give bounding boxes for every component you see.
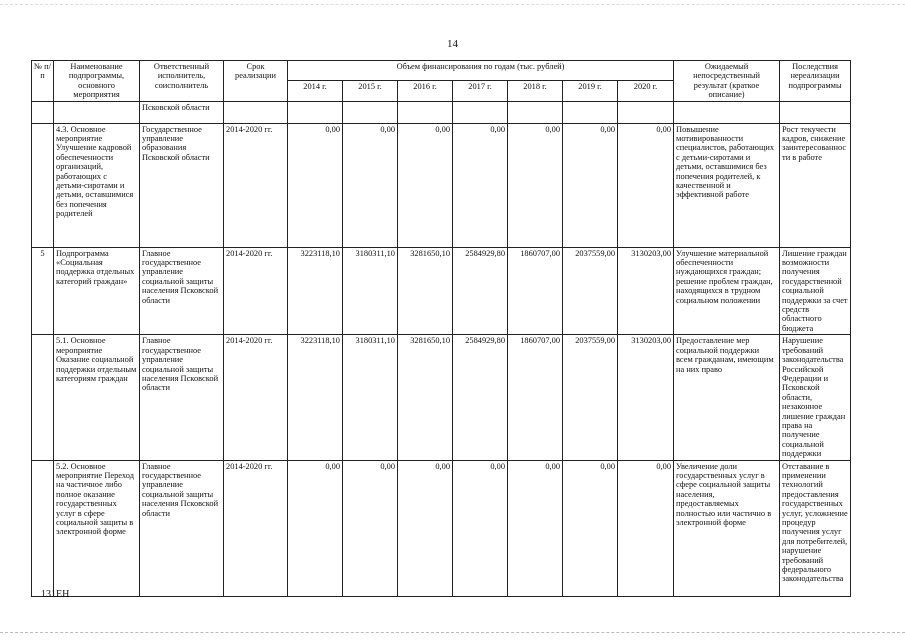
row-value: 0,00: [453, 123, 508, 247]
program-table: [31, 60, 851, 597]
row-result: Предоставление мер социальной поддержки всем гражданам, имеющим на них право: [674, 335, 780, 460]
cell: [398, 101, 453, 123]
row-term: 2014-2020 гг.: [224, 460, 288, 596]
header-year: 2019 г.: [563, 81, 618, 101]
scan-edge-top: [0, 4, 905, 5]
row-name: 5.2. Основное мероприятие Переход на частичное либо полное оказание государственных услуг в сфере социальной защиты в электронной форме: [54, 460, 140, 596]
row-consequences: Отставание в применении технологий предоставления государственных услуг, усложнение процедур получения услуг для потребителей, нарушение требований федерального законодательства: [780, 460, 851, 596]
row-consequences: Лишение граждан возможности получения государственной социальной поддержки за счет средств областного бюджета: [780, 247, 851, 335]
row-value: 0,00: [288, 123, 343, 247]
header-term: Срок реализации: [224, 61, 288, 102]
row-value: 0,00: [563, 123, 618, 247]
row-executor: Главное государственное управление социальной защиты населения Псковской области: [140, 335, 224, 460]
cell: [674, 101, 780, 123]
row-value: 3281650,10: [398, 247, 453, 335]
header-year: 2014 г.: [288, 81, 343, 101]
row-value: 0,00: [453, 460, 508, 596]
header-year: 2015 г.: [343, 81, 398, 101]
cell: [780, 101, 851, 123]
row-value: 1860707,00: [508, 335, 563, 460]
row-executor: Главное государственное управление социальной защиты населения Псковской области: [140, 460, 224, 596]
row-num: [32, 460, 54, 596]
table-row: [32, 460, 851, 596]
row-name: 4.3. Основное мероприятие Улучшение кадровой обеспеченности организаций, работающих с детьми-сиротами и детьми, оставшимися без попечения родителей: [54, 123, 140, 247]
row-value: 0,00: [343, 123, 398, 247]
row-value: 3281650,10: [398, 335, 453, 460]
row-term: 2014-2020 гг.: [224, 123, 288, 247]
cell: [224, 101, 288, 123]
cell: [508, 101, 563, 123]
header-row: [32, 61, 851, 81]
row-num: [32, 335, 54, 460]
row-name: 5.1. Основное мероприятие Оказание социальной поддержки отдельным категориям граждан: [54, 335, 140, 460]
row-value: 0,00: [343, 460, 398, 596]
header-year: 2020 г.: [618, 81, 674, 101]
header-year: 2016 г.: [398, 81, 453, 101]
row-value: 0,00: [398, 123, 453, 247]
header-consequences: Последствия нереализации подпрограммы: [780, 61, 851, 102]
row-value: 0,00: [563, 460, 618, 596]
scan-edge-bottom: [0, 632, 905, 633]
row-consequences: Рост текучести кадров, снижение заинтересованности в работе: [780, 123, 851, 247]
header-num: № п/п: [32, 61, 54, 102]
header-name: Наименование подпрограммы, основного мероприятия: [54, 61, 140, 102]
document-code: 131ЕН: [41, 589, 70, 600]
cell: [453, 101, 508, 123]
cell: [343, 101, 398, 123]
row-value: 3130203,00: [618, 335, 674, 460]
row-value: 0,00: [288, 460, 343, 596]
row-value: 2037559,00: [563, 247, 618, 335]
row-name: Подпрограмма «Социальная поддержка отдельных категорий граждан»: [54, 247, 140, 335]
row-result: Улучшение материальной обеспеченности нуждающихся граждан; решение проблем граждан, находящихся в трудном социальном положении: [674, 247, 780, 335]
row-value: 1860707,00: [508, 247, 563, 335]
row-result: Увеличение доли государственных услуг в сфере социальной защиты населения, предоставляемых полностью или частично в электронной форме: [674, 460, 780, 596]
row-value: 2584929,80: [453, 335, 508, 460]
row-term: 2014-2020 гг.: [224, 335, 288, 460]
row-value: 0,00: [508, 123, 563, 247]
row-value: 0,00: [618, 123, 674, 247]
row-executor: Государственное управление образования Псковской области: [140, 123, 224, 247]
row-value: 2584929,80: [453, 247, 508, 335]
continuation-row: [32, 101, 851, 123]
header-funding: Объем финансирования по годам (тыс. рублей): [288, 61, 674, 81]
table-row: [32, 123, 851, 247]
row-value: 2037559,00: [563, 335, 618, 460]
row-consequences: Нарушение требований законодательства Российской Федерации и Псковской области, незаконное лишение граждан права на получение социальной поддержки: [780, 335, 851, 460]
row-value: 3223118,10: [288, 335, 343, 460]
row-num: 5: [32, 247, 54, 335]
row-term: 2014-2020 гг.: [224, 247, 288, 335]
row-value: 0,00: [398, 460, 453, 596]
row-executor: Главное государственное управление социальной защиты населения Псковской области: [140, 247, 224, 335]
header-year: 2018 г.: [508, 81, 563, 101]
header-result: Ожидаемый непосредственный результат (краткое описание): [674, 61, 780, 102]
row-value: 3180311,10: [343, 335, 398, 460]
cell: [288, 101, 343, 123]
cell: [54, 101, 140, 123]
page-number: 14: [447, 38, 458, 50]
row-value: 0,00: [508, 460, 563, 596]
row-value: 3223118,10: [288, 247, 343, 335]
row-num: [32, 123, 54, 247]
cell: [563, 101, 618, 123]
row-result: Повышение мотивированности специалистов, работающих с детьми-сиротами и детьми, оставшимися без попечения родителей, к качественной и эффективной работе: [674, 123, 780, 247]
row-value: 3180311,10: [343, 247, 398, 335]
cont-executor: Псковской области: [140, 101, 224, 123]
header-executor: Ответственный исполнитель, соисполнитель: [140, 61, 224, 102]
row-value: 3130203,00: [618, 247, 674, 335]
header-year: 2017 г.: [453, 81, 508, 101]
table-row: [32, 247, 851, 335]
row-value: 0,00: [618, 460, 674, 596]
table-row: [32, 335, 851, 460]
cell: [618, 101, 674, 123]
cell: [32, 101, 54, 123]
